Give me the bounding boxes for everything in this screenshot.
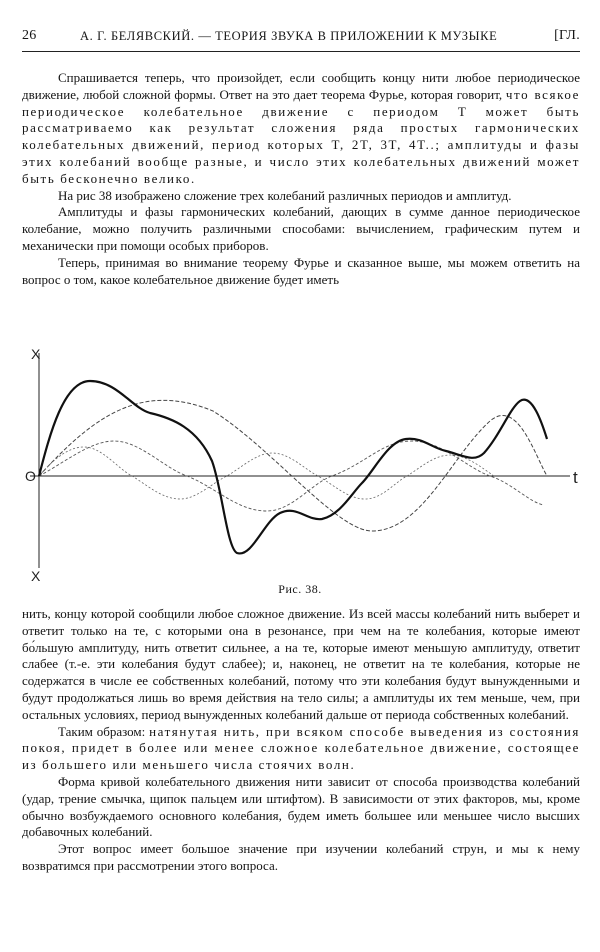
figure-38-oscillations [22,343,588,583]
figure-caption: Рис. 38. [278,582,322,596]
axis-label-bottom: X [31,568,41,583]
paragraph-now-considering: Теперь, принимая во внимание теорему Фурье и сказанное выше, мы можем ответить на вопрос о том, какое колебательное движение будет иметь [22,254,580,287]
axis-label-top: X [31,346,41,362]
time-label: t [573,468,578,487]
conclusion-statement: натянутая нить, при всяком способе выведения из состояния покоя, придет в более или менее сложное колебательное движение, состоящее из большего или меньшего числа стоячих волн. [22,723,580,773]
origin-label: O [25,468,36,484]
paragraph-fourier-intro [22,70,580,188]
paragraph-conclusion [22,724,580,774]
running-header [22,28,580,48]
paragraph-conclusion-lead: Таким образом: [58,723,150,739]
paragraph-string-response: нить, концу которой сообщили любое сложное движение. Из всей массы колебаний нить выберет и ответит только на те, с которыми она в резонансе, при чем на те колебания, которые имеют бо́льшую амплитуду, нить ответит сильнее, а на те, которые имеют меньшую амплитуду, ответит слабее (т.-е. эти колебания будут слабее); и, наконец, не ответит на те колебания, которые не содержатся в числе ее собственных колебаний, потому что эти колебания будут вынужденными и будут продолжаться лишь во время действия на тело силы; а амплитуды их тем меньше, чем, при остальных условиях, период вынужденных колебаний дальше от периода собственных колебаний. [22,606,580,722]
paragraph-curve-form: Форма кривой колебательного движения нити зависит от способа производства колебаний (удар, трение смычка, щипок пальцем или штифтом). В зависимости от этих факторов, мы, кроме обычно возбуждаемого основного колебания, будем иметь большее или меньшее число высших добавочных колебаний. [22,773,580,840]
paragraph-figure-reference: На рис 38 изображено сложение трех колебаний различных периодов и амплитуд. [58,187,512,203]
top-text-block [22,70,580,288]
paragraph-later-discussion: Этот вопрос имеет большое значение при изучении колебаний струн, и мы к нему возвратимся при рассмотрении этого вопроса. [22,841,580,873]
running-title: А. Г. БЕЛЯВСКИЙ. — ТЕОРИЯ ЗВУКА В ПРИЛОЖЕНИИ К МУЗЫКЕ [80,29,498,43]
bottom-text-block [22,606,580,875]
resultant-curve-solid [39,381,547,553]
harmonic-3-dashed [39,447,494,499]
fourier-theorem-statement: что всякое периодическое колебательное движение с периодом T может быть рассматриваемо как результат сложения ряда простых гармонических колебательных движений, период которых T, 2T, 3T, 4T..; амплитуды и фазы этих колебаний вообще разные, и число этих колебательных движений может быть бесконечно велико. [22,86,580,186]
page-number: 26 [22,28,37,43]
paragraph-amplitudes: Амплитуды и фазы гармонических колебаний, дающих в сумме данное периодическое колебание, можно получить различными способами: вычислением, графическим путем и механически при помощи особых приборов. [22,204,580,253]
chapter-mark: [ГЛ. [554,28,580,43]
header-rule [22,51,580,52]
paragraph-fourier-intro-plain: Спрашивается теперь, что произойдет, если сообщить концу нити любое периодическое движение, любой сложной формы. Ответ на это дает теорема Фурье, которая говорит, [22,70,580,102]
